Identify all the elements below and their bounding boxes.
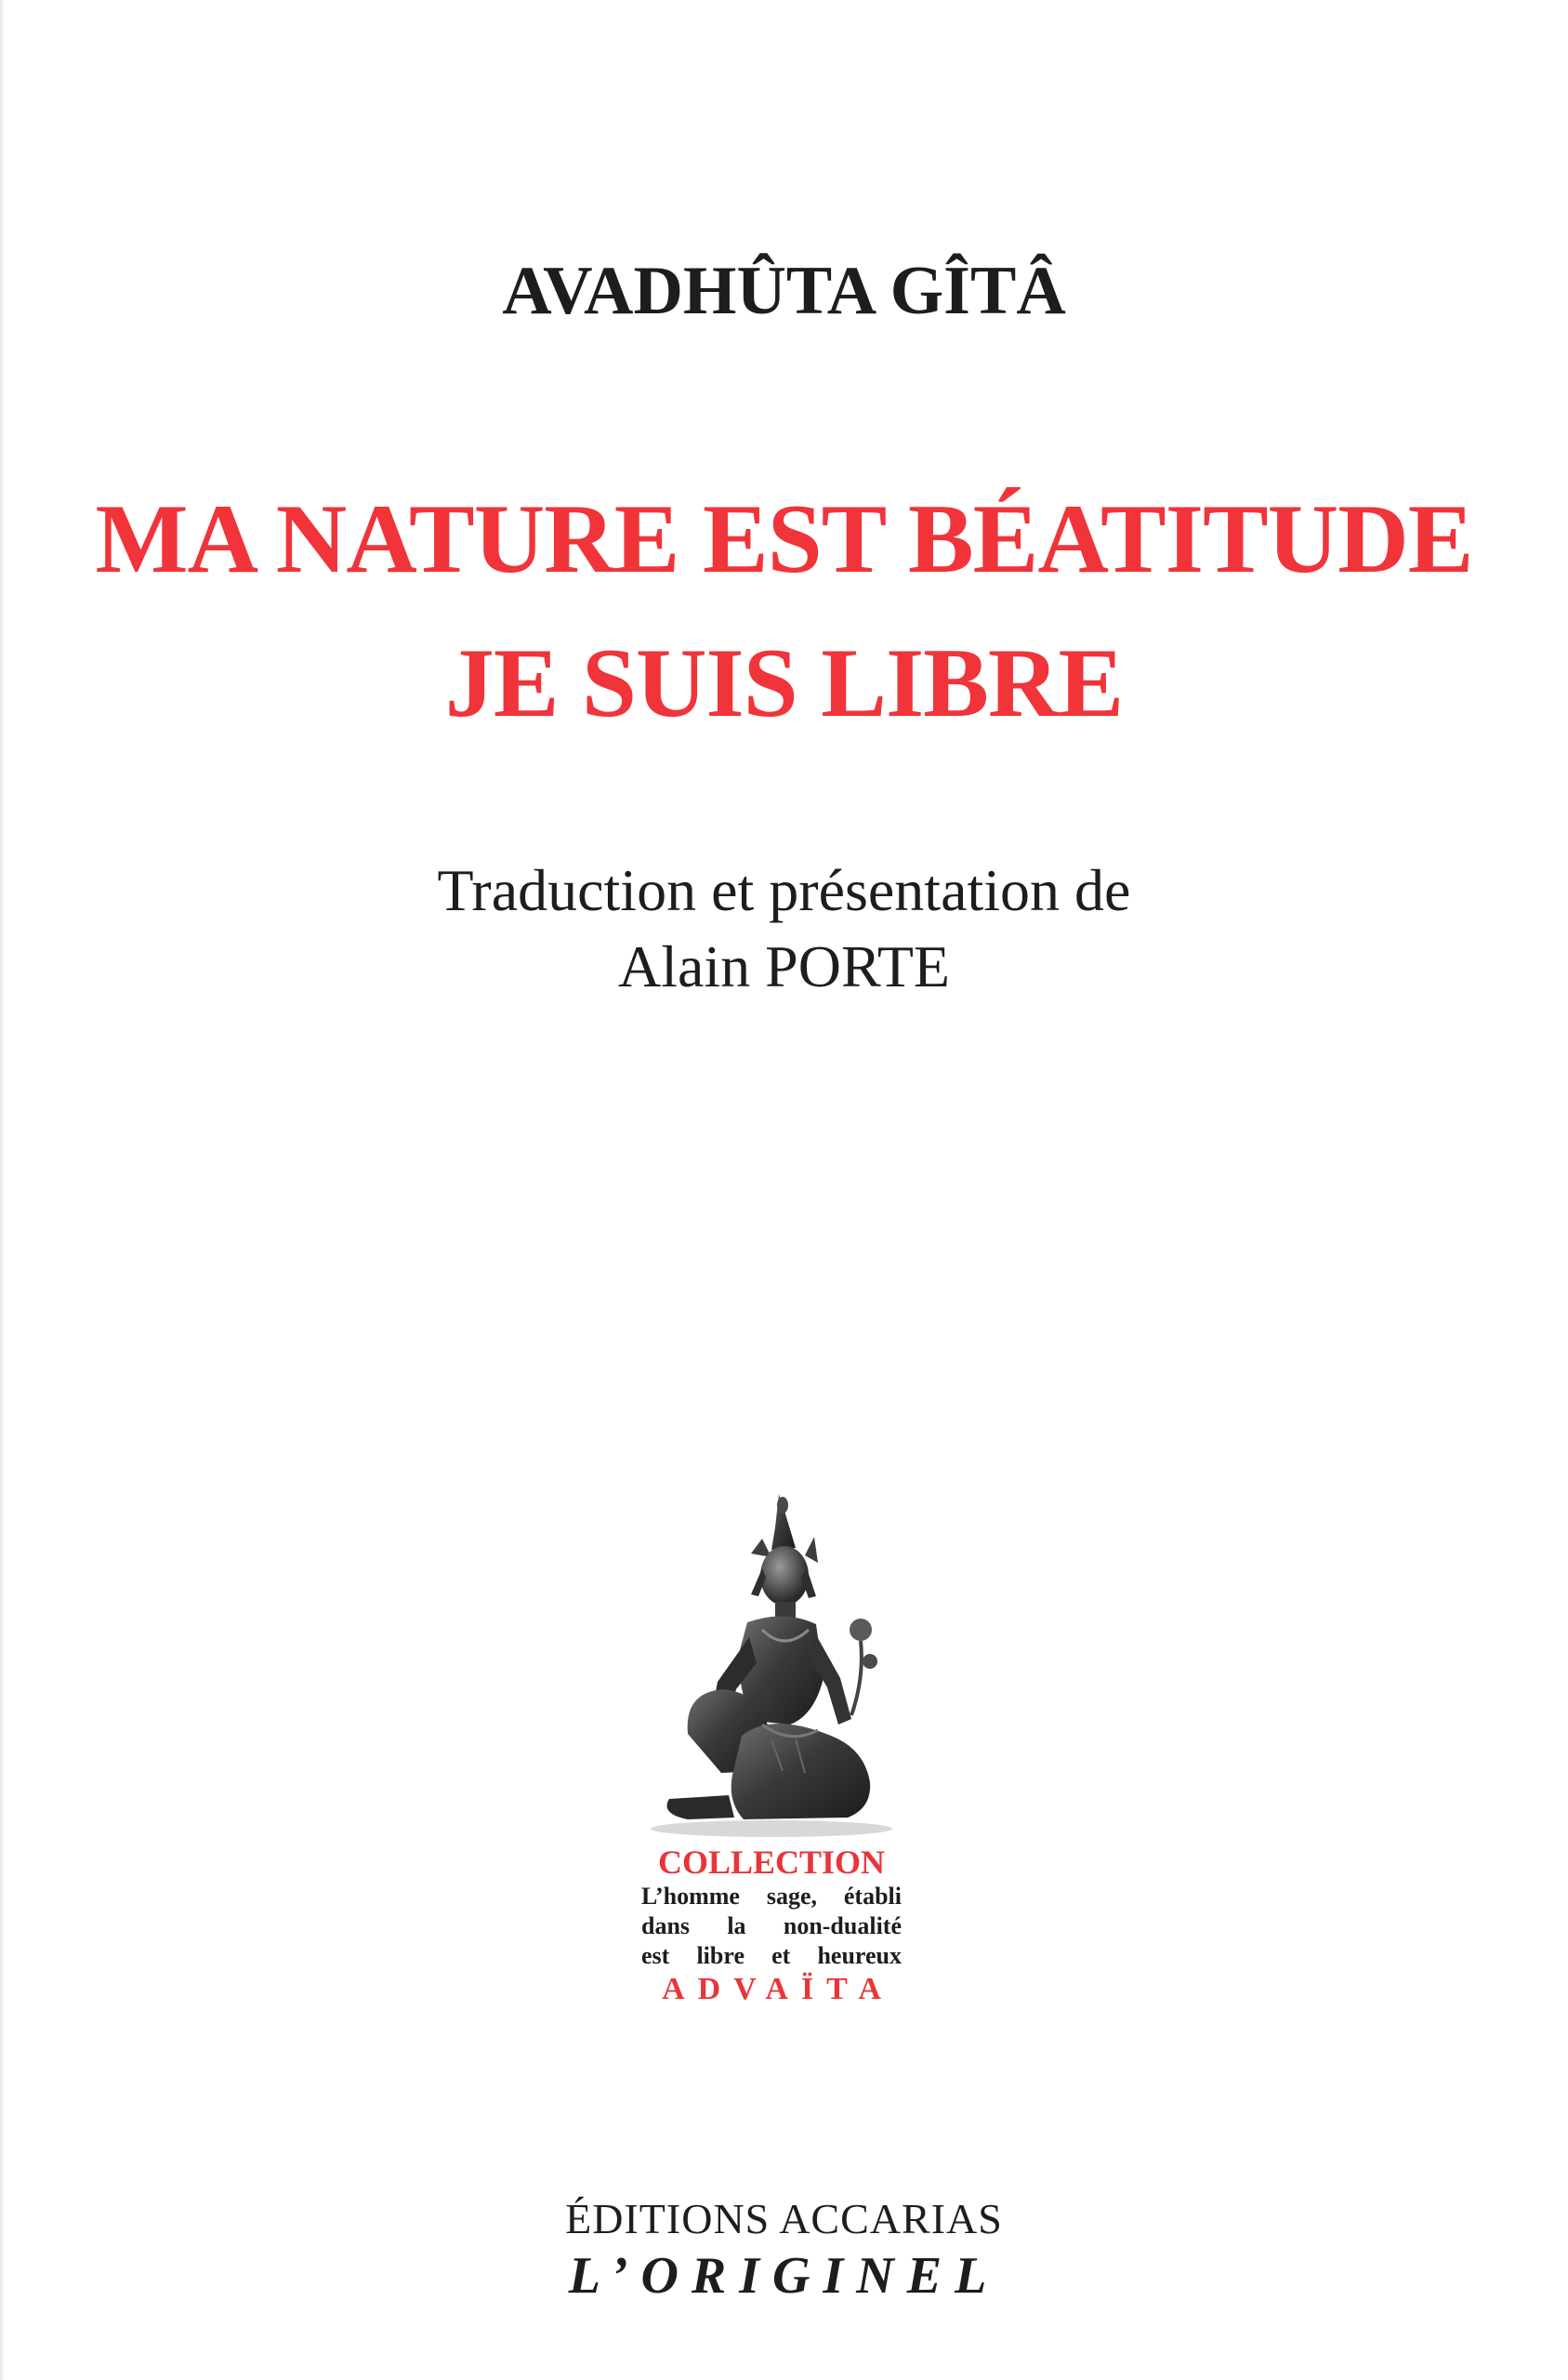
publisher-imprint: L’ORIGINEL [568,2247,1000,2305]
collection-motto-line-3: est libre et heureux [641,1942,902,1969]
collection-motto-line-1: L’homme sage, établi [641,1883,902,1910]
author-title: AVADHÛTA GÎTÂ [502,253,1066,329]
translator-credit: Traduction et présentation de [437,857,1131,923]
translator-name: Alain PORTE [617,933,951,999]
statue-image [632,1492,911,1845]
collection-series-name: ADVAÏTA [662,1972,894,2006]
publisher-name: ÉDITIONS ACCARIAS [565,2195,1003,2242]
cover-left-edge [0,0,5,2380]
main-title-line-2: JE SUIS LIBRE [444,628,1124,737]
collection-block [641,1843,902,2008]
main-title-line-1: MA NATURE EST BÉATITUDE [95,484,1473,593]
collection-heading: COLLECTION [657,1844,886,1881]
collection-motto-line-2: dans la non-dualité [641,1912,902,1939]
